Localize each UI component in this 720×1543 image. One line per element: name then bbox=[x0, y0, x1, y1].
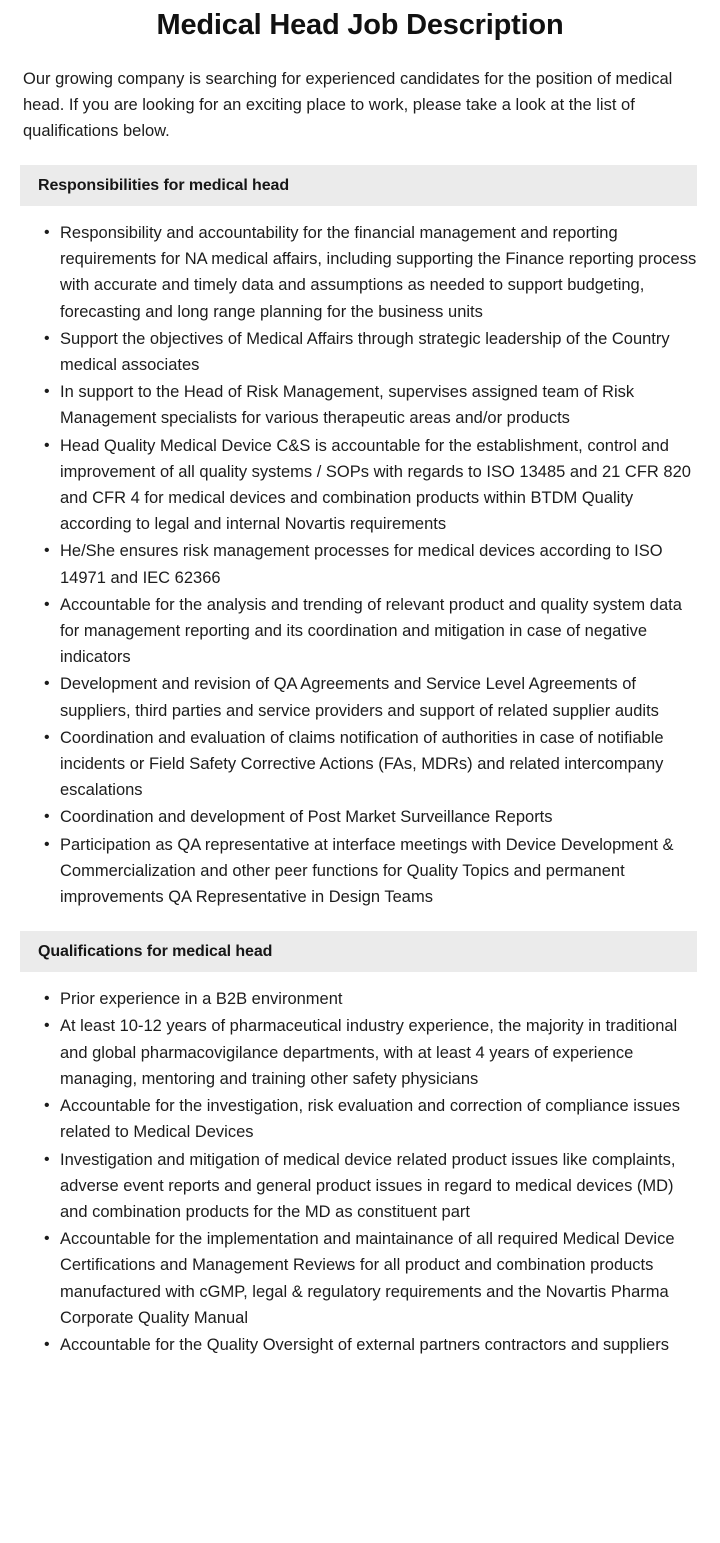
list-item: • Accountable for the investigation, risk evaluation and correction of compliance issues related to Medical Devices bbox=[44, 1093, 697, 1145]
section-responsibilities bbox=[0, 165, 720, 910]
section-heading-label: Responsibilities for medical head bbox=[38, 176, 289, 194]
list-item: • Coordination and development of Post Market Surveillance Reports bbox=[44, 804, 697, 830]
section-header-responsibilities bbox=[20, 165, 697, 206]
responsibilities-list bbox=[0, 206, 720, 910]
section-heading-label: Qualifications for medical head bbox=[38, 942, 273, 960]
intro-paragraph: Our growing company is searching for experienced candidates for the position of medical head. If you are looking for an exciting place to work, please take a look at the list of qualifications below. bbox=[23, 70, 673, 140]
list-item: • At least 10-12 years of pharmaceutical industry experience, the majority in traditional and global pharmacovigilance departments, with at least 4 years of experience managing, mentoring and training other safety physicians bbox=[44, 1013, 697, 1092]
list-item: • Accountable for the Quality Oversight of external partners contractors and suppliers bbox=[44, 1332, 697, 1358]
list-item: • Development and revision of QA Agreements and Service Level Agreements of suppliers, third parties and service providers and support of related supplier audits bbox=[44, 671, 697, 723]
list-item: • Head Quality Medical Device C&S is accountable for the establishment, control and improvement of all quality systems / SOPs with regards to ISO 13485 and 21 CFR 820 and CFR 4 for medical devices and combination products within BTDM Quality according to legal and internal Novartis requirements bbox=[44, 433, 697, 538]
list-item: • Prior experience in a B2B environment bbox=[44, 986, 697, 1012]
qualifications-list bbox=[0, 972, 720, 1358]
list-item: • Accountable for the implementation and maintainance of all required Medical Device Certifications and Management Reviews for all product and combination products manufactured with cGMP, legal & regulatory requirements and the Novartis Pharma Corporate Quality Manual bbox=[44, 1226, 697, 1331]
list-item: • Responsibility and accountability for the financial management and reporting requirements for NA medical affairs, including supporting the Finance reporting process with accurate and timely data and assumptions as needed to support budgeting, forecasting and long range planning for the business units bbox=[44, 220, 697, 325]
list-item: • Accountable for the analysis and trending of relevant product and quality system data for management reporting and its coordination and mitigation in case of negative indicators bbox=[44, 592, 697, 671]
bottom-spacer bbox=[0, 1359, 720, 1405]
section-qualifications bbox=[0, 931, 720, 1358]
list-item: • Participation as QA representative at interface meetings with Device Development & Commercialization and other peer functions for Quality Topics and permanent improvements QA Representative in Design Teams bbox=[44, 832, 697, 911]
list-item: • In support to the Head of Risk Management, supervises assigned team of Risk Management specialists for various therapeutic areas and/or products bbox=[44, 379, 697, 431]
list-item: • Support the objectives of Medical Affairs through strategic leadership of the Country medical associates bbox=[44, 326, 697, 378]
page-title: Medical Head Job Description bbox=[156, 9, 564, 41]
list-item: • Investigation and mitigation of medical device related product issues like complaints, adverse event reports and general product issues in regard to medical devices (MD) and combination products for the MD as constituent part bbox=[44, 1147, 697, 1226]
list-item: • He/She ensures risk management processes for medical devices according to ISO 14971 and IEC 62366 bbox=[44, 538, 697, 590]
list-item: • Coordination and evaluation of claims notification of authorities in case of notifiable incidents or Field Safety Corrective Actions (FAs, MDRs) and related intercompany escalations bbox=[44, 725, 697, 804]
section-header-qualifications bbox=[20, 931, 697, 972]
